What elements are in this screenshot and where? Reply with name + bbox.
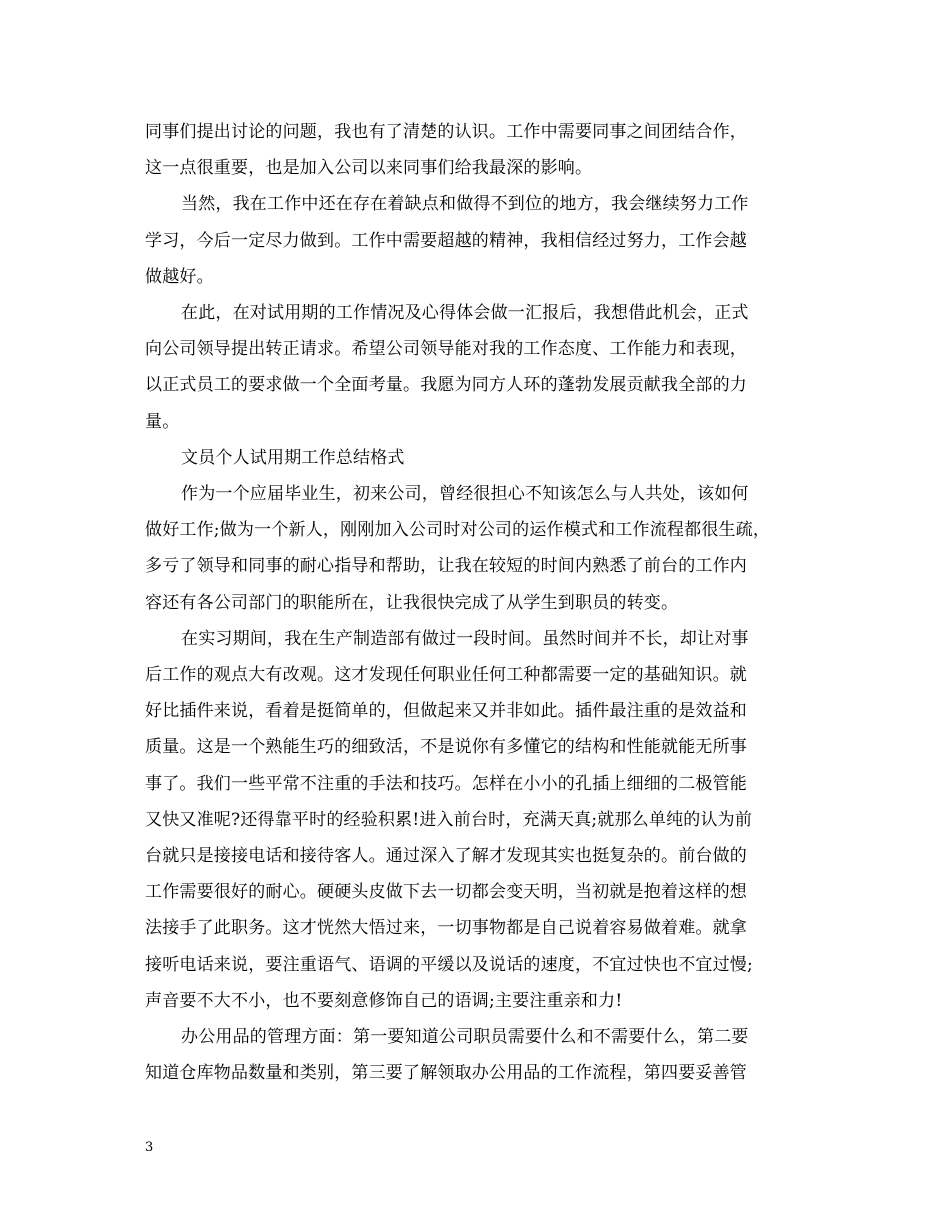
text-line: 在实习期间，我在生产制造部有做过一段时间。虽然时间并不长，却让对事 [181, 629, 749, 649]
text-line: 又快又准呢?还得靠平时的经验积累!进入前台时，充满天真;就那么单纯的认为前 [145, 810, 753, 830]
text-line: 这一点很重要，也是加入公司以来同事们给我最深的影响。 [145, 158, 593, 178]
text-line: 质量。这是一个熟能生巧的细致活，不是说你有多懂它的结构和性能就能无所事 [145, 737, 747, 757]
text-line: 向公司领导提出转正请求。希望公司领导能对我的工作态度、工作能力和表现， [145, 339, 747, 359]
text-line: 多亏了领导和同事的耐心指导和帮助，让我在较短的时间内熟悉了前台的工作内 [145, 556, 747, 576]
text-line: 事了。我们一些平常不注重的手法和技巧。怎样在小小的孔插上细细的二极管能 [145, 774, 747, 794]
text-line: 工作需要很好的耐心。硬硬头皮做下去一切都会变天明，当初就是抱着这样的想 [145, 882, 747, 902]
text-line: 以正式员工的要求做一个全面考量。我愿为同方人环的蓬勃发展贡献我全部的力 [145, 375, 747, 395]
text-line: 声音要不大不小，也不要刻意修饰自己的语调;主要注重亲和力! [145, 991, 623, 1011]
text-line: 在此，在对试用期的工作情况及心得体会做一汇报后，我想借此机会，正式 [181, 303, 749, 323]
text-line: 做好工作;做为一个新人，刚刚加入公司时对公司的运作模式和工作流程都很生疏， [145, 520, 771, 540]
text-line: 知道仓库物品数量和类别，第三要了解领取办公用品的工作流程，第四要妥善管 [145, 1063, 747, 1083]
page-number: 3 [145, 1140, 154, 1155]
text-line: 容还有各公司部门的职能所在，让我很快完成了从学生到职员的转变。 [145, 593, 679, 613]
text-line: 后工作的观点大有改观。这才发现任何职业任何工种都需要一定的基础知识。就 [145, 665, 747, 685]
text-line: 作为一个应届毕业生，初来公司，曾经很担心不知该怎么与人共处，该如何 [181, 484, 749, 504]
text-line: 好比插件来说，看着是挺简单的，但做起来又并非如此。插件最注重的是效益和 [145, 701, 747, 721]
text-line: 当然，我在工作中还在存在着缺点和做得不到位的地方，我会继续努力工作 [181, 194, 749, 214]
text-line: 接听电话来说，要注重语气、语调的平缓以及说话的速度，不宜过快也不宜过慢; [145, 955, 753, 975]
text-line: 学习，今后一定尽力做到。工作中需要超越的精神，我相信经过努力，工作会越 [145, 231, 747, 251]
text-line: 同事们提出讨论的问题，我也有了清楚的认识。工作中需要同事之间团结合作， [145, 122, 747, 142]
text-line: 量。 [145, 412, 180, 432]
text-line: 办公用品的管理方面：第一要知道公司职员需要什么和不需要什么，第二要 [181, 1027, 749, 1047]
text-line: 法接手了此职务。这才恍然大悟过来，一切事物都是自己说着容易做着难。就拿 [145, 918, 747, 938]
text-line: 做越好。 [145, 267, 214, 287]
text-line: 文员个人试用期工作总结格式 [181, 448, 405, 468]
text-line: 台就只是接接电话和接待客人。通过深入了解才发现其实也挺复杂的。前台做的 [145, 846, 747, 866]
